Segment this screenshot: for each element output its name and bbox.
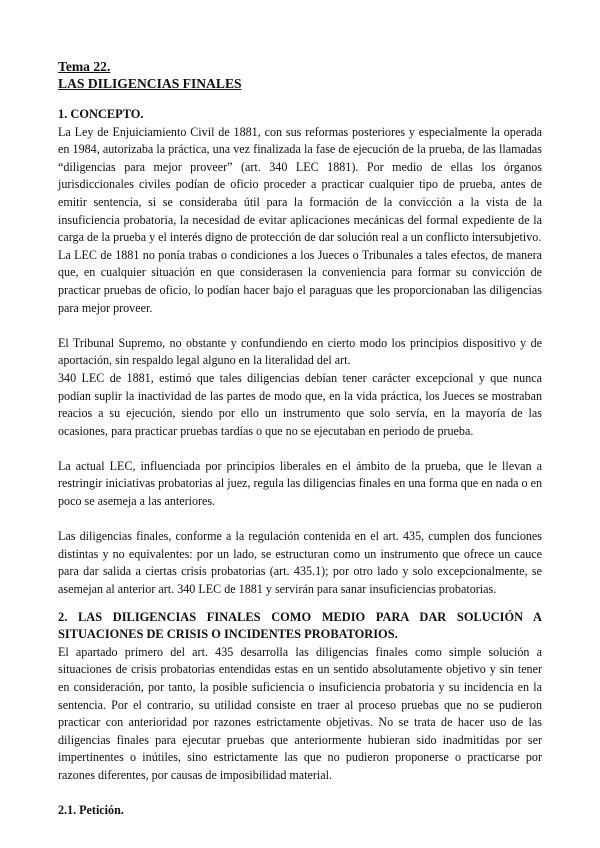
spacer <box>58 317 542 335</box>
spacer <box>58 440 542 458</box>
paragraph: El Tribunal Supremo, no obstante y confundiendo en cierto modo los principios dispositivo y de aportación, sin respaldo legal alguno en la literalidad del art. <box>58 335 542 368</box>
paragraph: El apartado primero del art. 435 desarrolla las diligencias finales como simple solución a situaciones de crisis probatorias entendidas estas en un sentido absolutamente objetivo y sin tener en consideración, por tanto, la posible suficiencia o insuficiencia probatoria y su incidencia en la sentencia. Por el contrario, su utilidad consiste en traer al proceso pruebas que no se pudieron practicar con anterioridad por razones estrictamente objetivas. No se trata de hacer uso de las diligencias finales para ejecutar pruebas que anteriormente hubieran sido inadmitidas por ser impertinentes o inútiles, sino estrictamente las que no pudieron proponerse o practicarse por razones diferentes, por causas de imposibilidad material. <box>58 644 542 782</box>
page-title: LAS DILIGENCIAS FINALES <box>58 76 242 91</box>
paragraph: La LEC de 1881 no ponía trabas o condiciones a los Jueces o Tribunales a tales efectos, de manera que, en cualquier situación en que considerasen la conveniencia para formar su convicción de practicar pruebas de oficio, lo podían hacer bajo el paraguas que les proporcionaban las diligencias para mejor proveer. <box>58 247 542 315</box>
paragraph: La actual LEC, influenciada por principios liberales en el ámbito de la prueba, que le llevan a restringir iniciativas probatorias al juez, regula las diligencias finales en una forma que en nada o en poco se asemeja a las anteriores. <box>58 458 542 509</box>
section-2-heading: 2. LAS DILIGENCIAS FINALES COMO MEDIO PARA DAR SOLUCIÓN A SITUACIONES DE CRISIS O INCIDENTES PROBATORIOS. <box>58 609 542 642</box>
document-page <box>58 58 542 819</box>
topic-number: Tema 22. <box>58 59 111 74</box>
spacer <box>58 511 542 529</box>
paragraph: La Ley de Enjuiciamiento Civil de 1881, con sus reformas posteriores y especialmente la operada en 1984, autorizaba la práctica, una vez finalizada la fase de ejecución de la prueba, de las llamadas “diligencias para mejor proveer” (art. 340 LEC 1881). Por medio de ellas los órganos jurisdiccionales civiles podían de oficio proceder a practicar cualquier tipo de prueba, antes de emitir sentencia, si se consideraba útil para la formación de la convicción a la vista de la insuficiencia probatoria, la necesidad de evitar aplicaciones mecánicas del formal expediente de la carga de la prueba y el interés digno de protección de dar solución real a un conflicto intersubjetivo. <box>58 124 542 245</box>
section-1-heading: 1. CONCEPTO. <box>58 107 144 121</box>
paragraph: Las diligencias finales, conforme a la regulación contenida en el art. 435, cumplen dos funciones distintas y no equivalentes: por un lado, se estructuran como un instrumento que ofrece un cauce para dar salida a ciertas crisis probatorias (art. 435.1); por otro lado y solo excepcionalmente, se asemejan al anterior art. 340 LEC de 1881 y servirán para sanar insuficiencias probatorias. <box>58 529 542 597</box>
paragraph: 340 LEC de 1881, estimó que tales diligencias debían tener carácter excepcional y que nunca podían suplir la inactividad de las partes de modo que, en la vida práctica, los Jueces se mostraban reacios a su ejecución, siendo por ello un instrumento que solo servía, en la mayoría de las ocasiones, para practicar pruebas tardías o que no se ejecutaban en periodo de prueba. <box>58 370 542 438</box>
subsection-heading: 2.1. Petición. <box>58 802 124 817</box>
